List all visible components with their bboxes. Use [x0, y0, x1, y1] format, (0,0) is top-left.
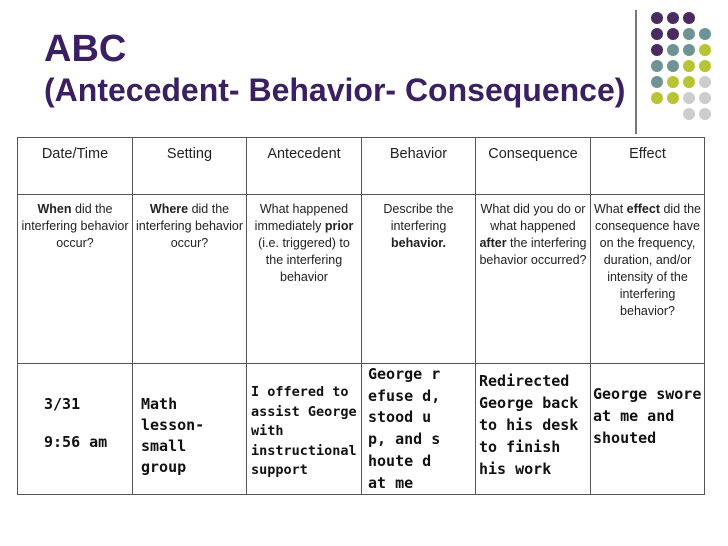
dot-lime	[699, 60, 711, 72]
dot-lime	[651, 92, 663, 104]
description-row	[18, 195, 705, 364]
dot-lime	[667, 92, 679, 104]
dot-teal	[651, 76, 663, 88]
desc-datetime	[18, 195, 133, 364]
desc-setting-bold: Where	[149, 202, 189, 216]
example-consequence-text: Redirected George back to his desk to finish his work	[479, 372, 579, 478]
desc-antecedent	[247, 195, 362, 364]
dot-gray	[699, 108, 711, 120]
page-title: ABC	[44, 28, 127, 70]
dot-gray	[699, 76, 711, 88]
dot-teal	[699, 28, 711, 40]
desc-effect-post: did the consequence have on the frequency, duration, and/or intensity of the interfering behavior?	[595, 202, 702, 318]
desc-consequence-bold: after	[479, 236, 507, 250]
example-setting	[133, 364, 247, 495]
desc-consequence-post: the interfering behavior occurred?	[479, 236, 587, 267]
desc-antecedent-bold: prior	[324, 219, 354, 233]
example-antecedent-text: I offered to assist George with instructional support	[251, 384, 357, 478]
header-consequence: Consequence	[476, 138, 591, 195]
desc-consequence-pre: What did you do or what happened	[480, 202, 586, 233]
desc-datetime-text: did the interfering behavior occur?	[21, 202, 129, 250]
dot-purple	[651, 44, 663, 56]
example-time: 9:56 am	[44, 433, 108, 451]
dot-teal	[651, 60, 663, 72]
example-effect	[591, 364, 705, 495]
dot-teal	[683, 28, 695, 40]
desc-effect-bold: effect	[626, 202, 660, 216]
desc-effect	[591, 195, 705, 364]
dot-gray	[699, 92, 711, 104]
header-setting: Setting	[133, 138, 247, 195]
desc-behavior-bold: behavior.	[391, 236, 446, 250]
divider-line	[635, 10, 637, 134]
desc-setting	[133, 195, 247, 364]
header-behavior: Behavior	[362, 138, 476, 195]
dot-lime	[683, 76, 695, 88]
desc-datetime-bold: When	[37, 202, 72, 216]
desc-behavior-pre: Describe the interfering	[383, 202, 454, 233]
dot-purple	[667, 12, 679, 24]
abc-table	[17, 137, 705, 495]
desc-setting-text: did the interfering behavior occur?	[136, 202, 244, 250]
example-consequence	[476, 364, 591, 495]
dot-gray	[683, 108, 695, 120]
desc-consequence	[476, 195, 591, 364]
example-date: 3/31	[44, 395, 81, 413]
dot-purple	[651, 28, 663, 40]
desc-behavior	[362, 195, 476, 364]
example-datetime	[18, 364, 133, 495]
example-setting-text: Math lesson- small group	[141, 395, 205, 476]
dot-teal	[683, 44, 695, 56]
dot-lime	[699, 44, 711, 56]
dot-lime	[683, 60, 695, 72]
dot-teal	[667, 44, 679, 56]
example-behavior	[362, 364, 476, 495]
example-row	[18, 364, 705, 495]
dot-lime	[667, 76, 679, 88]
page-subtitle: (Antecedent- Behavior- Consequence)	[44, 72, 626, 108]
dot-purple	[651, 12, 663, 24]
dot-gray	[683, 92, 695, 104]
desc-antecedent-post: (i.e. triggered) to the interfering behavior	[258, 236, 350, 284]
example-behavior-text: George refuse d, stood up, and shoute d at me	[368, 365, 441, 492]
dot-purple	[683, 12, 695, 24]
header-datetime: Date/Time	[18, 138, 133, 195]
header-antecedent: Antecedent	[247, 138, 362, 195]
table-header-row	[18, 138, 705, 195]
dot-teal	[667, 60, 679, 72]
example-effect-text: George swore at me and shouted	[593, 385, 702, 447]
header-effect: Effect	[591, 138, 705, 195]
desc-antecedent-pre: What happened immediately	[254, 202, 349, 233]
desc-effect-pre: What	[594, 202, 627, 216]
dot-purple	[667, 28, 679, 40]
example-antecedent	[247, 364, 362, 495]
